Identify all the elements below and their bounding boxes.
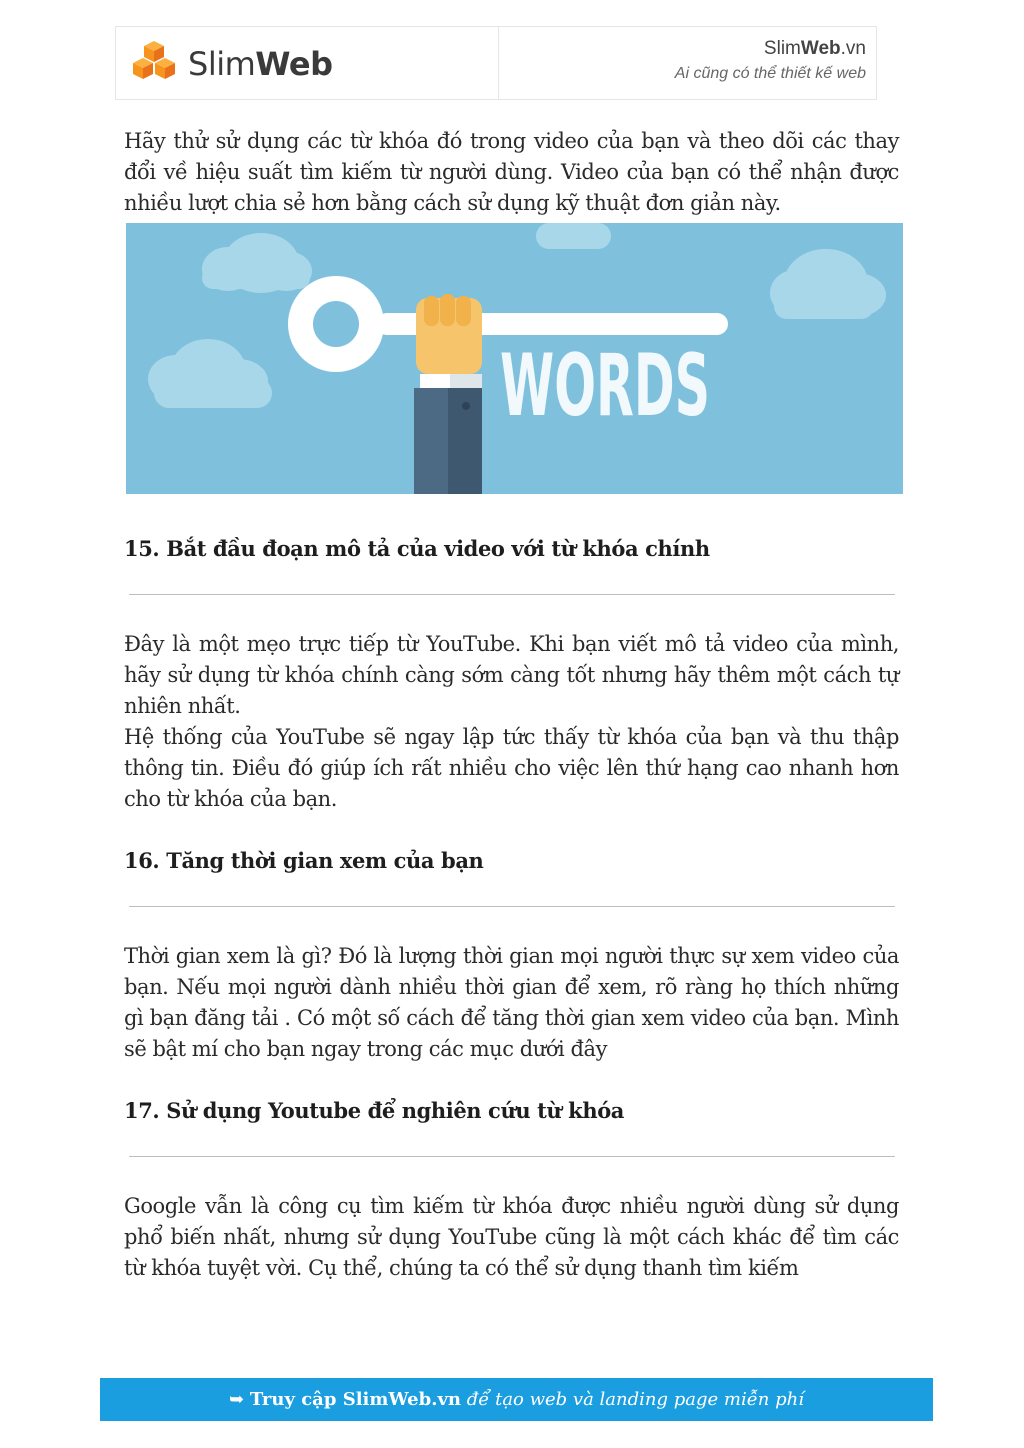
section-heading-16: 16. Tăng thời gian xem của bạn bbox=[124, 848, 484, 873]
site-name-light: Slim bbox=[763, 38, 801, 59]
footer-link[interactable]: Truy cập SlimWeb.vn bbox=[249, 1389, 462, 1410]
footer-text: để tạo web và landing page miễn phí bbox=[466, 1389, 804, 1410]
hand-icon bbox=[414, 294, 482, 494]
section-divider bbox=[129, 906, 895, 907]
section-heading-15: 15. Bắt đầu đoạn mô tả của video với từ khóa chính bbox=[124, 536, 710, 561]
section-16-paragraph-1: Thời gian xem là gì? Đó là lượng thời gian mọi người thực sự xem video của bạn. Nếu mọi người dành nhiều thời gian để xem, rõ ràng họ thích những gì bạn đăng tải . Có một số cách để tăng thời gian xem video của bạn. Mình sẽ bật mí cho bạn ngay trong các mục dưới đây bbox=[124, 944, 899, 1061]
site-tagline: Ai cũng có thể thiết kế web bbox=[674, 65, 866, 82]
site-name-bold: Web bbox=[800, 38, 841, 59]
logo-wordmark[interactable] bbox=[188, 45, 333, 83]
section-divider bbox=[129, 1156, 895, 1157]
key-words-illustration bbox=[126, 223, 903, 494]
site-name[interactable] bbox=[499, 38, 866, 60]
header-site-cell bbox=[499, 27, 876, 99]
section-15-paragraph-2: Hệ thống của YouTube sẽ ngay lập tức thấy từ khóa của bạn và thu thập thông tin. Điều đó giúp ích rất nhiều cho việc lên thứ hạng cao nhanh hơn cho từ khóa của bạn. bbox=[124, 725, 899, 811]
section-divider bbox=[129, 594, 895, 595]
section-heading-17: 17. Sử dụng Youtube để nghiên cứu từ khóa bbox=[124, 1098, 625, 1123]
intro-paragraph: Hãy thử sử dụng các từ khóa đó trong video của bạn và theo dõi các thay đổi về hiệu suất tìm kiếm từ người dùng. Video của bạn có thể nhận được nhiều lượt chia sẻ hơn bằng cách sử dụng kỹ thuật đơn giản này. bbox=[124, 129, 899, 215]
section-17-paragraph-1: Google vẫn là công cụ tìm kiếm từ khóa được nhiều người dùng sử dụng phổ biến nhất, nhưng sử dụng YouTube cũng là một cách khác để tìm các từ khóa tuyệt vời. Cụ thể, chúng ta có thể sử dụng thanh tìm kiếm bbox=[124, 1194, 899, 1280]
arrow-icon: ➥ bbox=[229, 1389, 245, 1410]
section-15-paragraph-1: Đây là một mẹo trực tiếp từ YouTube. Khi bạn viết mô tả video của mình, hãy sử dụng từ khóa chính càng sớm càng tốt nhưng hãy thêm một cách tự nhiên nhất. bbox=[124, 632, 899, 718]
logo-text-bold: Web bbox=[255, 45, 333, 83]
illustration-word: WORDS bbox=[500, 336, 710, 436]
footer-banner[interactable] bbox=[100, 1378, 933, 1421]
logo-text-light: Slim bbox=[188, 45, 256, 83]
header-logo-cell bbox=[116, 27, 499, 99]
page-header bbox=[115, 26, 877, 100]
cubes-logo-icon bbox=[126, 39, 182, 87]
site-name-tld: .vn bbox=[840, 38, 866, 59]
